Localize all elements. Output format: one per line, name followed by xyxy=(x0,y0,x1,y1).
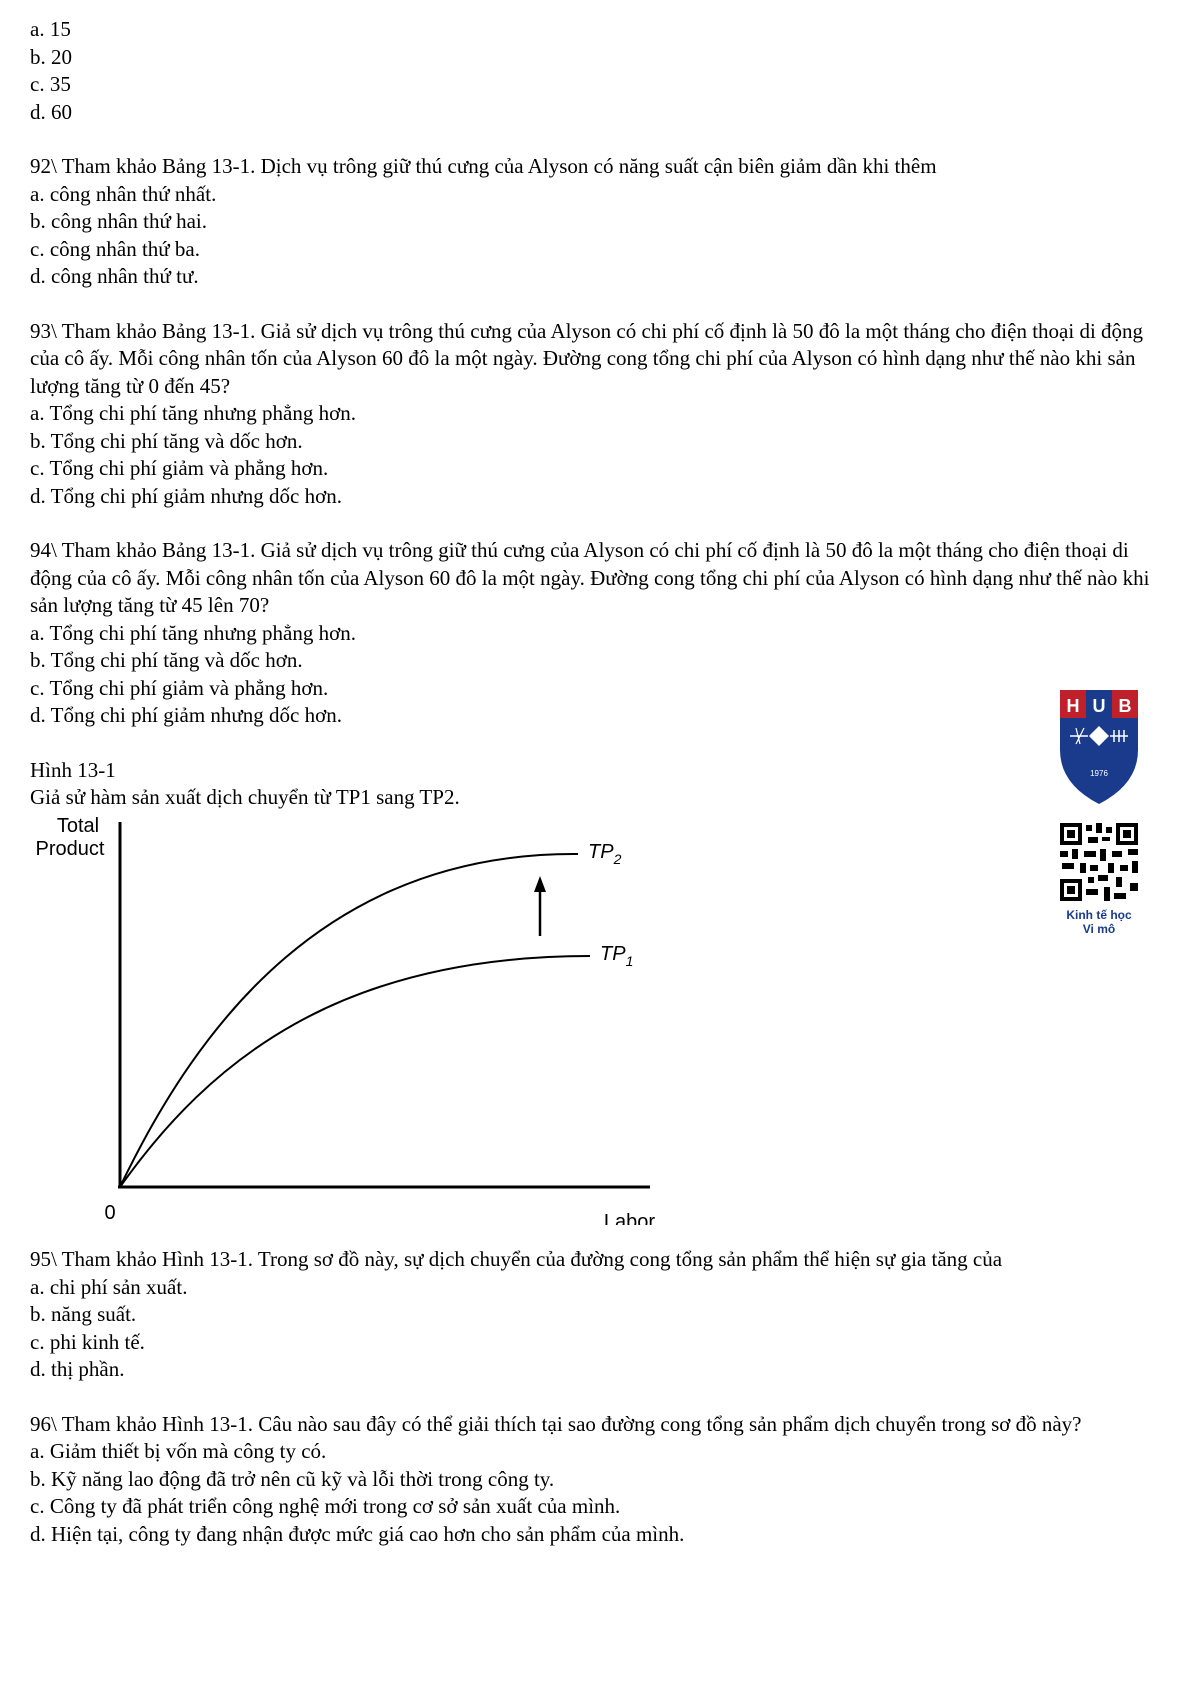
logo-year: 1976 xyxy=(1090,769,1108,778)
diagram-svg xyxy=(30,760,670,1225)
q94-option-c: c. Tổng chi phí giảm và phẳng hơn. xyxy=(30,675,329,700)
hub-shield-icon xyxy=(1058,688,1140,808)
q91-option-c: c. 35 xyxy=(30,72,71,96)
q91-options xyxy=(30,16,1170,126)
q94-option-b: b. Tổng chi phí tăng và dốc hơn. xyxy=(30,648,303,672)
q93-stem: 93\ Tham khảo Bảng 13-1. Giả sử dịch vụ trông thú cưng của Alyson có chi phí cố định là 50 đô la một tháng cho điện thoại di động của cô ấy. Mỗi công nhân tốn của Alyson 60 đô la một ngày. Đường cong tổng chi phí của Alyson có hình dạng như thế nào khi sản lượng tăng từ 0 đến 45? xyxy=(30,318,1144,398)
document-page-lower xyxy=(30,1246,1170,1548)
tp1-label xyxy=(600,943,633,969)
q93-option-d: d. Tổng chi phí giảm nhưng dốc hơn. xyxy=(30,483,342,508)
q92-option-c: c. công nhân thứ ba. xyxy=(30,236,200,261)
q95-option-a: a. chi phí sản xuất. xyxy=(30,1274,188,1299)
tp2-label xyxy=(588,841,622,867)
logo-letter-u: U xyxy=(1092,696,1106,716)
q91-option-a: a. 15 xyxy=(30,17,71,41)
q95-option-d: d. thị phần. xyxy=(30,1357,125,1381)
figure-caption: Giả sử hàm sản xuất dịch chuyển từ TP1 sang TP2. xyxy=(30,785,460,809)
q95-option-c: c. phi kinh tế. xyxy=(30,1329,145,1354)
q93-option-a: a. Tổng chi phí tăng nhưng phẳng hơn. xyxy=(30,401,356,425)
q92-option-b: b. công nhân thứ hai. xyxy=(30,209,208,233)
tp2-label-sub: 2 xyxy=(613,851,622,867)
q92-stem: 92\ Tham khảo Bảng 13-1. Dịch vụ trông giữ thú cưng của Alyson có năng suất cận biên giảm dần khi thêm xyxy=(30,154,937,178)
q91-option-d: d. 60 xyxy=(30,99,72,124)
shift-arrow-head xyxy=(534,876,546,892)
q94-option-d: d. Tổng chi phí giảm nhưng dốc hơn. xyxy=(30,703,342,727)
logo-title-line1: Kinh tế học xyxy=(1066,908,1132,922)
question-92 xyxy=(30,153,1170,291)
q96-option-c: c. Công ty đã phát triển công nghệ mới trong cơ sở sản xuất của mình. xyxy=(30,1494,621,1518)
document-page xyxy=(30,16,1170,812)
total-product-diagram xyxy=(30,760,670,1225)
tp1-label-sub: 1 xyxy=(625,953,634,969)
logo-letter-b: B xyxy=(1118,696,1132,716)
xlabel: Labor xyxy=(603,1211,655,1225)
question-94 xyxy=(30,537,1170,730)
q93-option-c: c. Tổng chi phí giảm và phẳng hơn. xyxy=(30,456,329,480)
tp2-label-main: TP xyxy=(588,841,614,863)
origin-label: 0 xyxy=(104,1202,116,1224)
q94-stem: 94\ Tham khảo Bảng 13-1. Giả sử dịch vụ trông giữ thú cưng của Alyson có chi phí cố định là 50 đô la một tháng cho điện thoại di động của cô ấy. Mỗi công nhân tốn của Alyson 60 đô la một ngày. Đường cong tổng chi phí của Alyson có hình dạng như thế nào khi sản lượng tăng từ 45 lên 70? xyxy=(30,538,1150,617)
q96-option-a: a. Giảm thiết bị vốn mà công ty có. xyxy=(30,1439,327,1463)
logo-title-line2: Vi mô xyxy=(1082,922,1116,936)
q92-option-a: a. công nhân thứ nhất. xyxy=(30,181,217,206)
question-96 xyxy=(30,1411,1170,1549)
q96-stem: 96\ Tham khảo Hình 13-1. Câu nào sau đây có thể giải thích tại sao đường cong tổng sản phẩm dịch chuyển trong sơ đồ này? xyxy=(30,1411,1082,1436)
hub-logo xyxy=(1058,688,1140,936)
question-95 xyxy=(30,1246,1170,1384)
qr-code-icon xyxy=(1058,821,1140,903)
tp1-curve xyxy=(120,956,590,1187)
q95-option-b: b. năng suất. xyxy=(30,1302,137,1326)
q92-option-d: d. công nhân thứ tư. xyxy=(30,264,199,288)
q94-option-a: a. Tổng chi phí tăng nhưng phẳng hơn. xyxy=(30,620,356,645)
tp1-label-main: TP xyxy=(600,943,626,965)
ylabel-total: Total xyxy=(56,815,100,837)
figure-title: Hình 13-1 xyxy=(30,757,116,782)
q96-option-d: d. Hiện tại, công ty đang nhận được mức giá cao hơn cho sản phẩm của mình. xyxy=(30,1521,685,1546)
logo-letter-h: H xyxy=(1066,696,1080,716)
q96-option-b: b. Kỹ năng lao động đã trở nên cũ kỹ và lỗi thời trong công ty. xyxy=(30,1466,555,1491)
ylabel-product: Product xyxy=(35,838,105,860)
q95-stem: 95\ Tham khảo Hình 13-1. Trong sơ đồ này, sự dịch chuyển của đường cong tổng sản phẩm thể hiện sự gia tăng của xyxy=(30,1247,1003,1271)
tp2-curve xyxy=(120,854,578,1187)
q93-option-b: b. Tổng chi phí tăng và dốc hơn. xyxy=(30,428,303,453)
q91-option-b: b. 20 xyxy=(30,44,72,69)
question-93 xyxy=(30,318,1170,511)
